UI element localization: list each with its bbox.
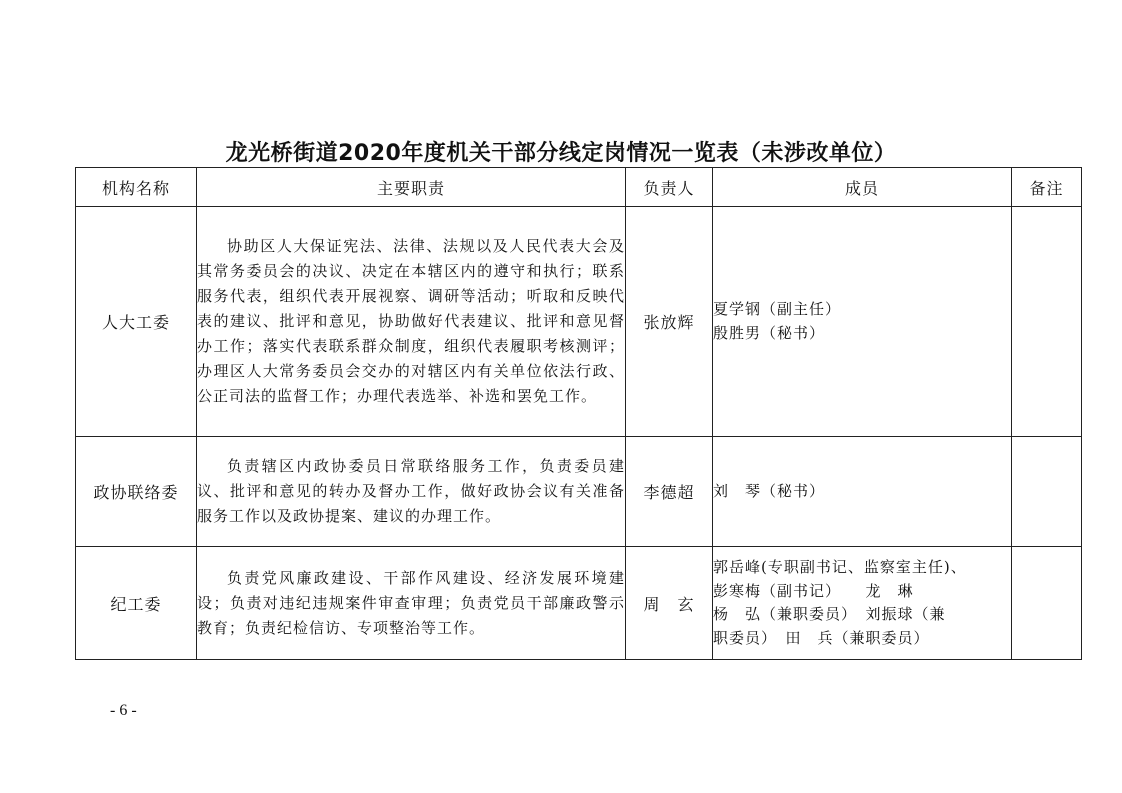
duty-text: 协助区人大保证宪法、法律、法规以及人民代表大会及其常务委员会的决议、决定在本辖区内的遵守和执行；联系服务代表，组织代表开展视察、调研等活动；听取和反映代表的建议、批评和意见，协助做好代表建议、批评和意见督办工作；落实代表联系群众制度，组织代表履职考核测评；办理区人大常务委员会交办的对辖区内有关单位依法行政、公正司法的监督工作；办理代表选举、补选和罢免工作。	[197, 207, 626, 437]
member-line: 杨 弘（兼职委员） 刘振球（兼	[713, 605, 946, 623]
note-cell	[1012, 547, 1082, 660]
leader-name: 李德超	[626, 437, 713, 547]
members-cell	[713, 547, 1012, 660]
org-name: 政协联络委	[76, 437, 197, 547]
members-cell	[713, 207, 1012, 437]
member-line: 郭岳峰(专职副书记、监察室主任)、	[713, 558, 967, 576]
header-org: 机构名称	[76, 168, 197, 207]
member-line: 彭寒梅（副书记） 龙 琳	[713, 581, 914, 600]
org-name: 纪工委	[76, 547, 197, 660]
header-members: 成员	[713, 168, 1012, 207]
leader-name: 周 玄	[626, 547, 713, 660]
org-name: 人大工委	[76, 207, 197, 437]
leader-name: 张放辉	[626, 207, 713, 437]
duty-text: 负责党风廉政建设、干部作风建设、经济发展环境建设；负责对违纪违规案件审查审理；负责党员干部廉政警示教育；负责纪检信访、专项整治等工作。	[197, 547, 626, 660]
page-title: 龙光桥街道2020年度机关干部分线定岗情况一览表（未涉改单位）	[225, 141, 897, 166]
table-row	[76, 547, 1082, 660]
table-row	[76, 207, 1082, 437]
table-header-row	[76, 168, 1082, 207]
duty-text: 负责辖区内政协委员日常联络服务工作，负责委员建议、批评和意见的转办及督办工作，做好政协会议有关准备服务工作以及政协提案、建议的办理工作。	[197, 437, 626, 547]
page-number: - 6 -	[110, 702, 137, 719]
header-duty: 主要职责	[197, 168, 626, 207]
header-leader: 负责人	[626, 168, 713, 207]
note-cell	[1012, 207, 1082, 437]
member-line: 刘 琴（秘书）	[713, 481, 826, 500]
roster-table	[75, 167, 1082, 660]
header-note: 备注	[1012, 168, 1082, 207]
member-line: 殷胜男（秘书）	[713, 323, 826, 342]
members-cell	[713, 437, 1012, 547]
note-cell	[1012, 437, 1082, 547]
member-line: 职委员） 田 兵（兼职委员）	[713, 628, 930, 647]
member-line: 夏学钢（副主任）	[713, 300, 842, 318]
table-row	[76, 437, 1082, 547]
